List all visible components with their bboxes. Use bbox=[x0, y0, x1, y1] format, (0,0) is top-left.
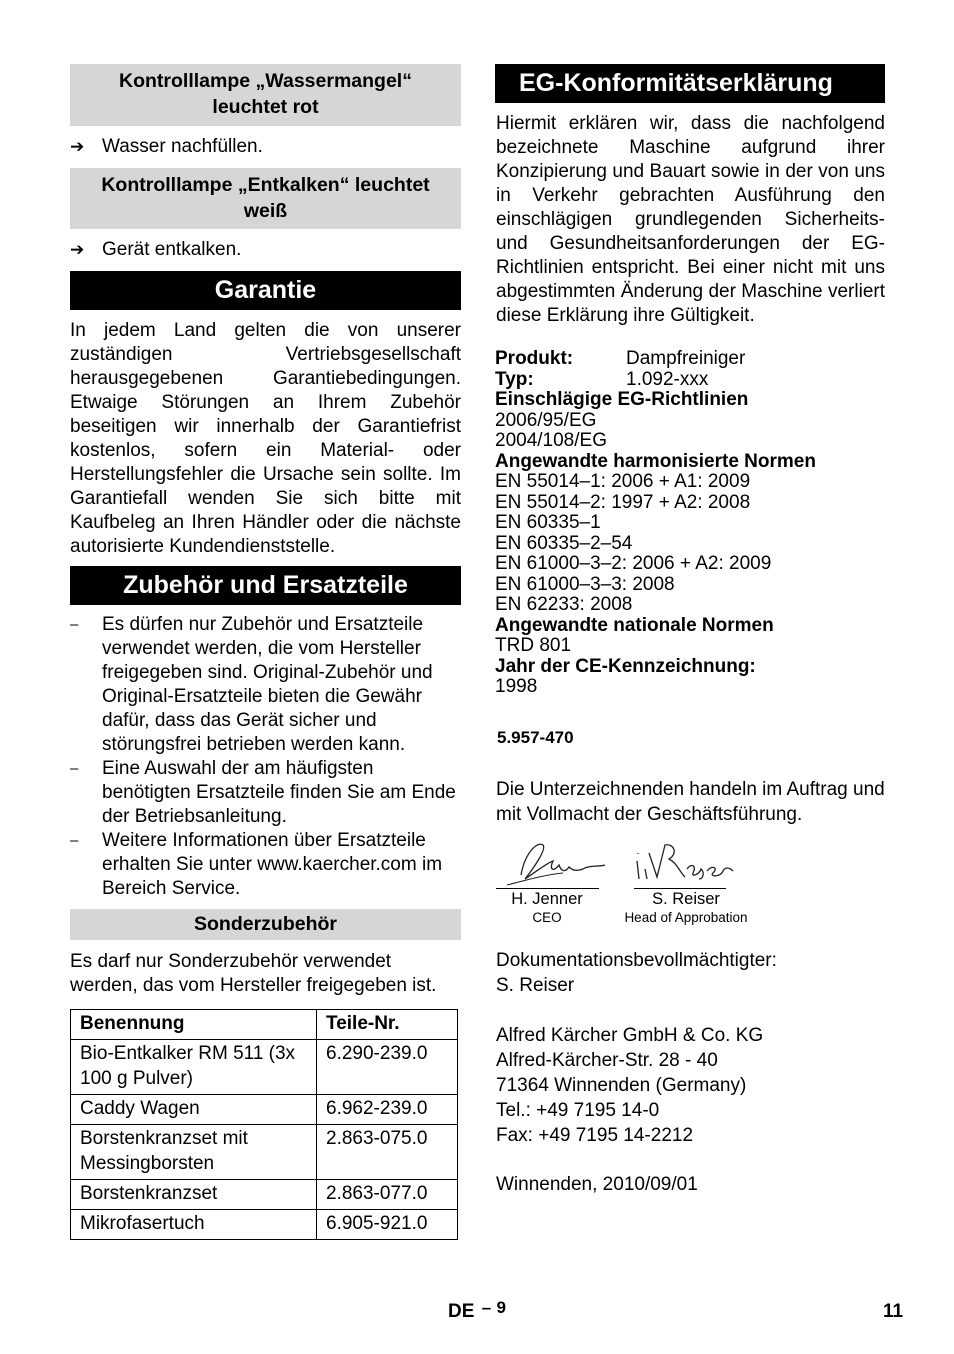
address-line: Tel.: +49 7195 14-0 bbox=[496, 1099, 660, 1121]
table-cell: 6.962-239.0 bbox=[317, 1095, 458, 1125]
descale-action-text: Gerät entkalken. bbox=[102, 239, 242, 260]
place-date: Winnenden, 2010/09/01 bbox=[496, 1173, 698, 1195]
accessories-list bbox=[70, 613, 461, 901]
company-address bbox=[495, 1023, 885, 1148]
descale-action bbox=[70, 238, 461, 262]
harmonised-standards-label: Angewandte harmonisierte Normen bbox=[495, 450, 816, 472]
address-line: Alfred-Kärcher-Str. 28 - 40 bbox=[496, 1049, 718, 1071]
standard-item: EN 62233: 2008 bbox=[495, 594, 633, 615]
type-value: 1.092-xxx bbox=[626, 368, 709, 390]
table-row bbox=[71, 1210, 458, 1240]
list-item-text: Es dürfen nur Zubehör und Ersatzteile verwendet werden, die vom Hersteller freigegeben sind. Original-Zubehör und Original-Ersatzteile bieten die Gewähr dafür, dass das Gerät sicher und störungsfrei betrieben werden kann. bbox=[102, 614, 433, 755]
documentation-name: S. Reiser bbox=[496, 974, 575, 996]
arrow-right-icon: ➔ bbox=[70, 137, 85, 156]
signatory-name: H. Jenner bbox=[511, 889, 583, 908]
table-cell: Caddy Wagen bbox=[71, 1095, 317, 1125]
water-action bbox=[70, 135, 461, 159]
standard-item: EN 61000–3–2: 2006 + A2: 2009 bbox=[495, 553, 772, 574]
address-line: Fax: +49 7195 14-2212 bbox=[496, 1124, 694, 1146]
address-line: Alfred Kärcher GmbH & Co. KG bbox=[496, 1024, 764, 1046]
table-cell: Borstenkranzset mit Messingborsten bbox=[71, 1125, 317, 1180]
signatory-reiser bbox=[613, 889, 759, 927]
list-item bbox=[70, 613, 461, 757]
parts-table bbox=[70, 1009, 458, 1240]
signatory-role: CEO bbox=[532, 909, 562, 925]
table-cell: Borstenkranzset bbox=[71, 1180, 317, 1210]
ce-year-label: Jahr der CE-Kennzeichnung: bbox=[495, 655, 756, 677]
special-accessories-text: Es darf nur Sonderzubehör verwendet werden, das vom Hersteller freigegeben ist. bbox=[70, 951, 437, 996]
water-action-text: Wasser nachfüllen. bbox=[102, 136, 263, 157]
standard-item: EN 61000–3–3: 2008 bbox=[495, 573, 675, 595]
page-number: 11 bbox=[883, 1301, 904, 1322]
directive-item: 2006/95/EG bbox=[495, 409, 597, 431]
arrow-right-icon: ➔ bbox=[70, 240, 85, 259]
table-row bbox=[71, 1095, 458, 1125]
product-label: Produkt: bbox=[495, 348, 574, 369]
table-row bbox=[71, 1180, 458, 1210]
heading-warranty: Garantie bbox=[70, 271, 461, 310]
document-number: 5.957-470 bbox=[497, 727, 574, 747]
list-item-text: Weitere Informationen über Ersatzteile erhalten Sie unter www.kaercher.com im Bereich Service. bbox=[102, 830, 443, 899]
list-item-text: Eine Auswahl der am häufigsten benötigten Ersatzteile finden Sie am Ende der Betriebsanleitung. bbox=[102, 758, 456, 827]
signatory-name: S. Reiser bbox=[652, 889, 720, 908]
national-standards-label: Angewandte nationale Normen bbox=[495, 614, 774, 636]
heading-special-accessories: Sonderzubehör bbox=[70, 909, 461, 940]
warranty-text: In jedem Land gelten die von unserer zuständigen Vertriebsgesellschaft herausgegebenen Garantiebedingungen. Etwaige Störungen an Ihrem Zubehör beseitigen wir innerhalb der Garantiefrist kostenlos, sofern ein Material- oder Herstellungsfehler die Ursache sein sollte. Im Garantiefall wenden Sie sich bitte mit Kaufbeleg an Ihren Händler oder die nächste autorisierte Kundendienststelle. bbox=[70, 320, 461, 557]
footer-section-page-number: 9 bbox=[496, 1298, 506, 1317]
documentation-representative bbox=[495, 948, 885, 998]
signatures-block bbox=[495, 835, 885, 931]
heading-descale: Kontrolllampe „Entkalken“ leuchtet weiß bbox=[70, 168, 461, 229]
table-header-row bbox=[71, 1010, 458, 1040]
documentation-label: Dokumentationsbevollmächtigter: bbox=[496, 949, 777, 971]
table-cell: Mikrofasertuch bbox=[71, 1210, 317, 1240]
conformity-text: Hiermit erklären wir, dass die nachfolgend bezeichnete Maschine aufgrund ihrer Konzipierung und Bauart sowie in der von uns in Verkehr gebrachten Ausführung den einschlägigen grundlegenden Sicherheits- und Gesundheitsanforderungen der EG-Richtlinien entspricht. Bei einer nicht mit uns abgestimmten Änderung der Maschine verliert diese Erklärung ihre Gültigkeit. bbox=[496, 113, 885, 326]
product-value: Dampfreiniger bbox=[626, 348, 746, 369]
table-cell: 2.863-077.0 bbox=[317, 1180, 458, 1210]
type-label: Typ: bbox=[495, 368, 534, 390]
heading-ec-conformity: EG-Konformitätserklärung bbox=[495, 64, 885, 103]
heading-accessories: Zubehör und Ersatzteile bbox=[70, 566, 461, 605]
heading-water-shortage: Kontrolllampe „Wassermangel“ leuchtet rot bbox=[70, 64, 461, 126]
national-standard-item: TRD 801 bbox=[495, 635, 572, 656]
product-row bbox=[495, 349, 885, 370]
left-column bbox=[70, 64, 461, 1240]
declaration-block bbox=[495, 349, 885, 698]
signature-reiser bbox=[629, 839, 739, 889]
list-item bbox=[70, 757, 461, 829]
table-row bbox=[71, 1125, 458, 1180]
signature-jenner bbox=[503, 835, 613, 891]
address-line: 71364 Winnenden (Germany) bbox=[496, 1074, 747, 1096]
right-column bbox=[495, 64, 885, 1197]
table-row bbox=[71, 1040, 458, 1095]
list-item bbox=[70, 829, 461, 901]
standard-item: EN 60335–1 bbox=[495, 512, 601, 533]
column-header-name: Benennung bbox=[71, 1010, 317, 1040]
standard-item: EN 55014–2: 1997 + A2: 2008 bbox=[495, 491, 751, 513]
signatory-role: Head of Approbation bbox=[624, 909, 748, 925]
directives-label: Einschlägige EG-Richtlinien bbox=[495, 389, 749, 410]
table-cell: 2.863-075.0 bbox=[317, 1125, 458, 1180]
footer-dash: – bbox=[481, 1298, 492, 1317]
column-header-part-number: Teile-Nr. bbox=[317, 1010, 458, 1040]
footer-section-page bbox=[448, 1297, 506, 1322]
signatories-text: Die Unterzeichnenden handeln im Auftrag und mit Vollmacht der Geschäftsführung. bbox=[496, 778, 885, 825]
table-cell: Bio-Entkalker RM 511 (3x 100 g Pulver) bbox=[71, 1040, 317, 1095]
ce-year-value: 1998 bbox=[495, 676, 538, 697]
type-row bbox=[495, 370, 885, 391]
dash-bullet-icon: – bbox=[70, 760, 79, 777]
table-cell: 6.290-239.0 bbox=[317, 1040, 458, 1095]
dash-bullet-icon: – bbox=[70, 832, 79, 849]
standard-item: EN 60335–2–54 bbox=[495, 532, 633, 554]
dash-bullet-icon: – bbox=[70, 616, 79, 633]
footer-language: DE bbox=[448, 1301, 475, 1322]
standard-item: EN 55014–1: 2006 + A1: 2009 bbox=[495, 471, 751, 492]
table-cell: 6.905-921.0 bbox=[317, 1210, 458, 1240]
directive-item: 2004/108/EG bbox=[495, 430, 607, 451]
signatory-jenner bbox=[499, 889, 595, 927]
